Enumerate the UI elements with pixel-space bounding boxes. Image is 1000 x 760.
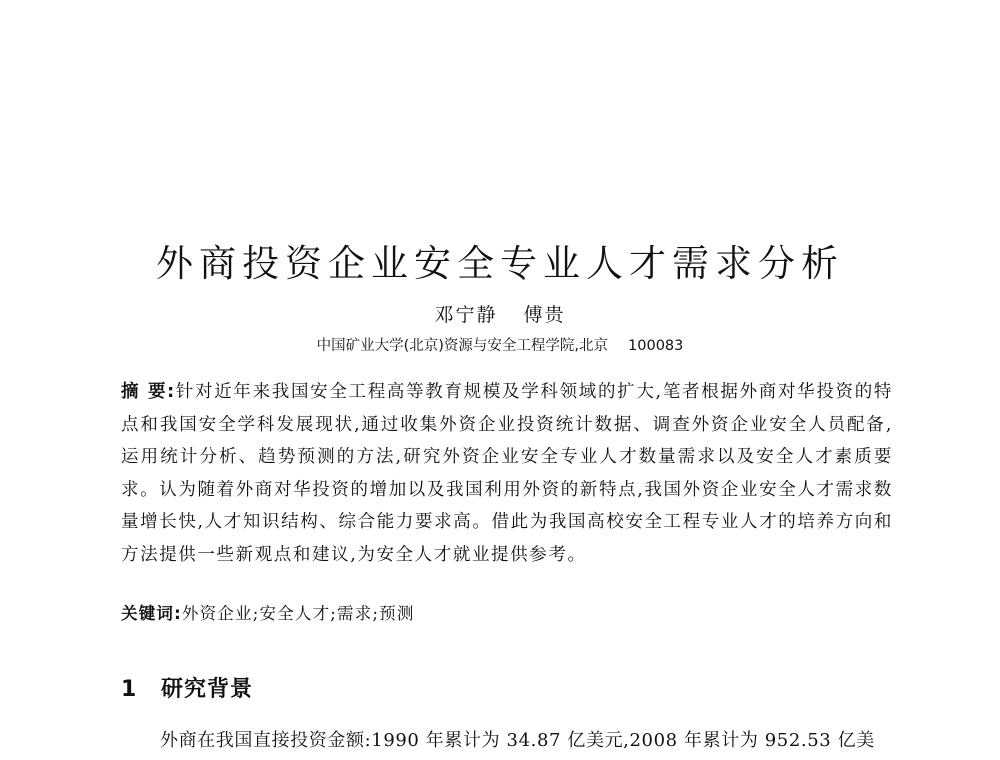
body-paragraph: 外商在我国直接投资金额:1990 年累计为 34.87 亿美元,2008 年累计为 952.53 亿美 <box>160 730 875 751</box>
section-heading <box>121 672 253 703</box>
author-name: 邓宁静 <box>434 304 498 326</box>
author-name: 傅贵 <box>523 304 566 326</box>
postcode: 100083 <box>628 338 684 354</box>
author-list <box>0 300 1000 327</box>
section-number: 1 <box>121 677 138 702</box>
paper-title: 外商投资企业安全专业人才需求分析 <box>156 241 844 285</box>
section-title: 研究背景 <box>161 677 254 702</box>
keywords <box>121 600 893 624</box>
keywords-text: 外资企业;安全人才;需求;预测 <box>181 604 415 623</box>
abstract-text: 针对近年来我国安全工程高等教育规模及学科领域的扩大,笔者根据外商对华投资的特点和我国安全学科发展现状,通过收集外资企业投资统计数据、调查外资企业安全人员配备,运用统计分析、趋势预测的方法,研究外资企业安全专业人才数量需求以及安全人才素质要求。认为随着外商对华投资的增加以及我国利用外资的新特点,我国外资企业安全人才需求数量增长快,人才知识结构、综合能力要求高。借此为我国高校安全工程专业人才的培养方向和方法提供一些新观点和建议,为安全人才就业提供参考。 <box>121 382 893 565</box>
abstract <box>121 376 893 571</box>
abstract-label: 摘 要: <box>121 382 176 402</box>
keywords-label: 关键词: <box>121 604 182 623</box>
affiliation <box>0 334 1000 355</box>
affiliation-text: 中国矿业大学(北京)资源与安全工程学院,北京 <box>316 338 609 354</box>
